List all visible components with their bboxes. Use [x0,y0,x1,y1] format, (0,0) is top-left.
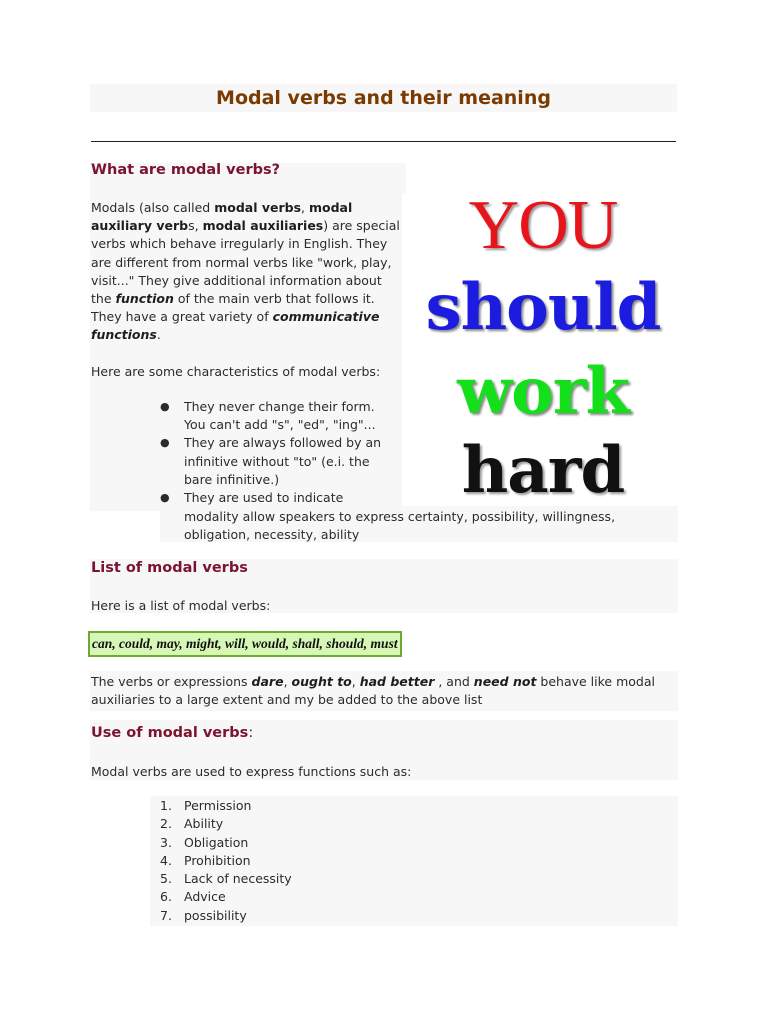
list-item: ● They are always followed by an infinitive without "to" (e.i. the bare infinitive.) [160,435,382,487]
list-intro: Here is a list of modal verbs: [91,598,271,613]
section-heading-what-are-modal-verbs: What are modal verbs? [91,162,281,178]
list-item: ● They never change their form. You can't add "s", "ed", "ing"... [160,399,376,433]
characteristics-intro: Here are some characteristics of modal verbs: [91,364,381,379]
bullet-icon: ● [160,436,170,450]
poster-word-hard: hard [461,433,625,508]
modal-verbs-highlight: can, could, may, might, will, would, shall, should, must [88,631,402,657]
list-item: ● They are used to indicate [160,489,400,507]
bullet-icon: ● [160,400,170,413]
list-item: 4. Prohibition [160,852,251,868]
page-title: Modal verbs and their meaning [90,84,677,112]
divider [91,141,676,142]
list-item: 5. Lack of necessity [160,871,292,887]
section-heading-list-of-modal-verbs: List of modal verbs [91,560,248,576]
list-item: 1. Permission [160,798,252,813]
list-item: 6. Advice [160,889,226,905]
bullet-continuation: modality allow speakers to express certainty, possibility, willingness, obligation, necessity, ability [184,509,616,543]
list-item: 7. possibility [160,907,247,923]
list-item: 3. Obligation [160,834,249,850]
you-should-work-hard-image [408,187,678,508]
intro-paragraph: Modals (also called modal verbs, modal auxiliary verbs, modal auxiliaries) are special verbs which behave irregularly in English. They are different from normal verbs like "work, play, visit..." They give additional information about the function of the main verb that follows it. They have a great variety of communicative functions. [91,200,400,343]
bullet-icon: ● [160,491,170,505]
characteristics-list [160,398,400,507]
poster-word-work: work [457,354,629,429]
section-heading-use-of-modal-verbs: Use of modal verbs: [91,725,254,741]
poster-word-should: should [425,270,661,345]
poster-word-you: YOU [468,187,618,264]
list-item: 2. Ability [160,816,224,832]
functions-list [160,797,292,925]
expressions-note: The verbs or expressions dare, ought to, had better , and need not behave like modal auxiliaries to a large extent and my be added to the above list [91,674,655,708]
functions-intro: Modal verbs are used to express functions such as: [91,764,412,779]
